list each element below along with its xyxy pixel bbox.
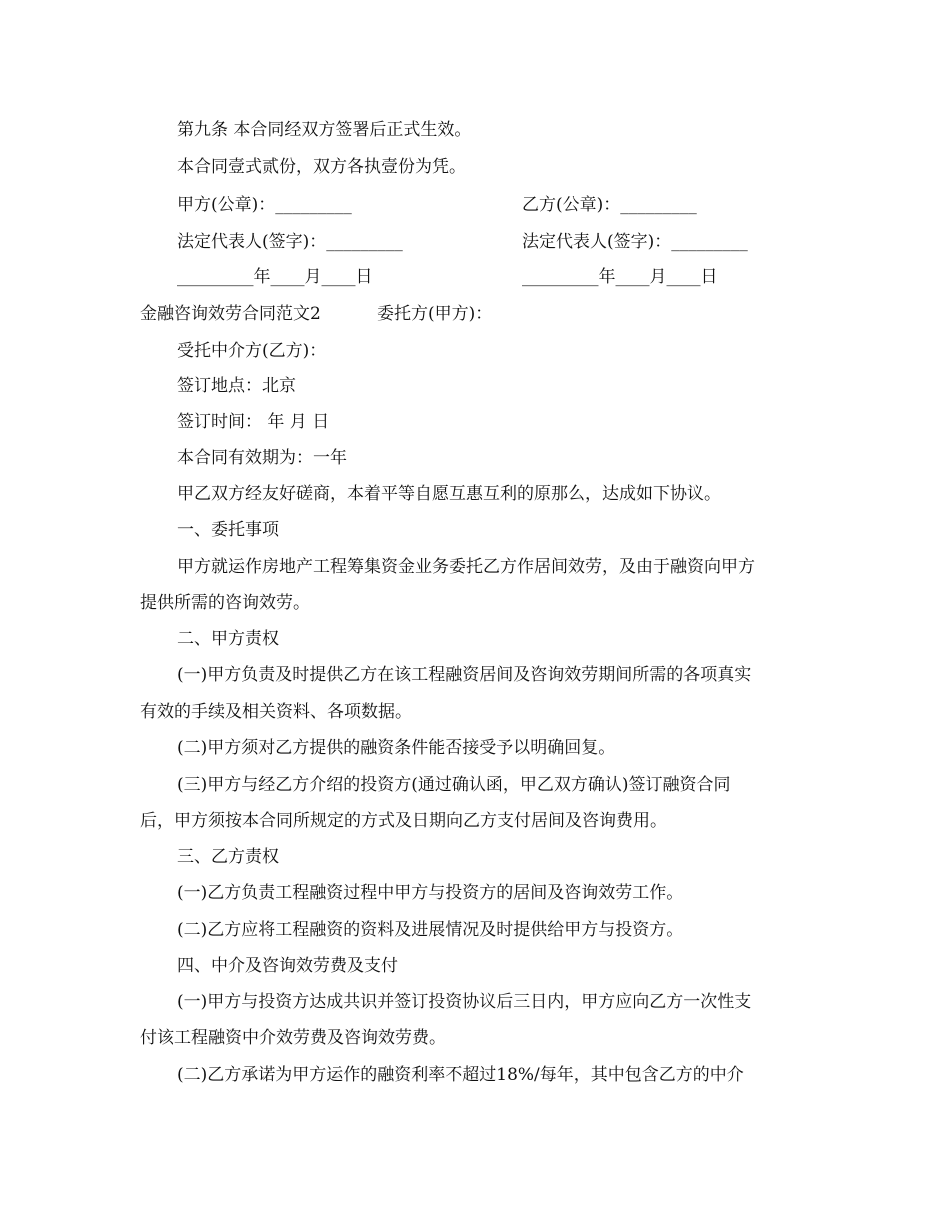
- article-nine-effective: 第九条 本合同经双方签署后正式生效。: [177, 120, 472, 140]
- copies-clause: 本合同壹式贰份，双方各执壹份为凭。: [177, 157, 466, 177]
- signing-place: 签订地点：北京: [177, 376, 296, 396]
- client-party-a: 委托方(甲方)：: [377, 304, 493, 324]
- section-heading-2: 二、甲方责权: [177, 629, 279, 649]
- party-a-date: _________年____月____日: [177, 267, 373, 287]
- signing-time: 签订时间： 年 月 日: [177, 412, 330, 432]
- agreement-intro: 甲乙双方经友好磋商，本着平等自愿互惠互利的原那么，达成如下协议。: [177, 484, 721, 504]
- paragraph-line: 甲方就运作房地产工程筹集资金业务委托乙方作居间效劳，及由于融资向甲方: [177, 557, 755, 577]
- paragraph-line: (一)甲方负责及时提供乙方在该工程融资居间及咨询效劳期间所需的各项真实: [177, 665, 752, 685]
- paragraph-line: 提供所需的咨询效劳。: [140, 593, 310, 613]
- paragraph-line: 后，甲方须按本合同所规定的方式及日期向乙方支付居间及咨询费用。: [140, 811, 667, 831]
- validity-period: 本合同有效期为：一年: [177, 448, 347, 468]
- section-heading-4: 四、中介及咨询效劳费及支付: [177, 956, 398, 976]
- section-heading-3: 三、乙方责权: [177, 847, 279, 867]
- agent-party-b: 受托中介方(乙方)：: [177, 341, 327, 361]
- paragraph-line: (一)甲方与投资方达成共识并签订投资协议后三日内，甲方应向乙方一次性支: [177, 992, 752, 1012]
- paragraph-line: (一)乙方负责工程融资过程中甲方与投资方的居间及咨询效劳工作。: [177, 883, 684, 903]
- party-b-seal: 乙方(公章)：_________: [522, 195, 697, 215]
- paragraph-line: (三)甲方与经乙方介绍的投资方(通过确认函，甲乙双方确认)签订融资合同: [177, 775, 731, 795]
- paragraph-line: (二)甲方须对乙方提供的融资条件能否接受予以明确回复。: [177, 738, 616, 758]
- party-a-seal: 甲方(公章)：_________: [177, 195, 352, 215]
- paragraph-line: (二)乙方承诺为甲方运作的融资利率不超过18%/每年，其中包含乙方的中介: [177, 1065, 744, 1085]
- party-b-date: _________年____月____日: [522, 267, 718, 287]
- party-a-representative: 法定代表人(签字)：_________: [177, 232, 403, 252]
- paragraph-line: 有效的手续及相关资料、各项数据。: [140, 702, 412, 722]
- party-b-representative: 法定代表人(签字)：_________: [522, 232, 748, 252]
- paragraph-line: 付该工程融资中介效劳费及咨询效劳费。: [140, 1028, 446, 1048]
- contract-title-2: 金融咨询效劳合同范文2: [140, 304, 321, 324]
- section-heading-1: 一、委托事项: [177, 520, 279, 540]
- paragraph-line: (二)乙方应将工程融资的资料及进展情况及时提供给甲方与投资方。: [177, 920, 684, 940]
